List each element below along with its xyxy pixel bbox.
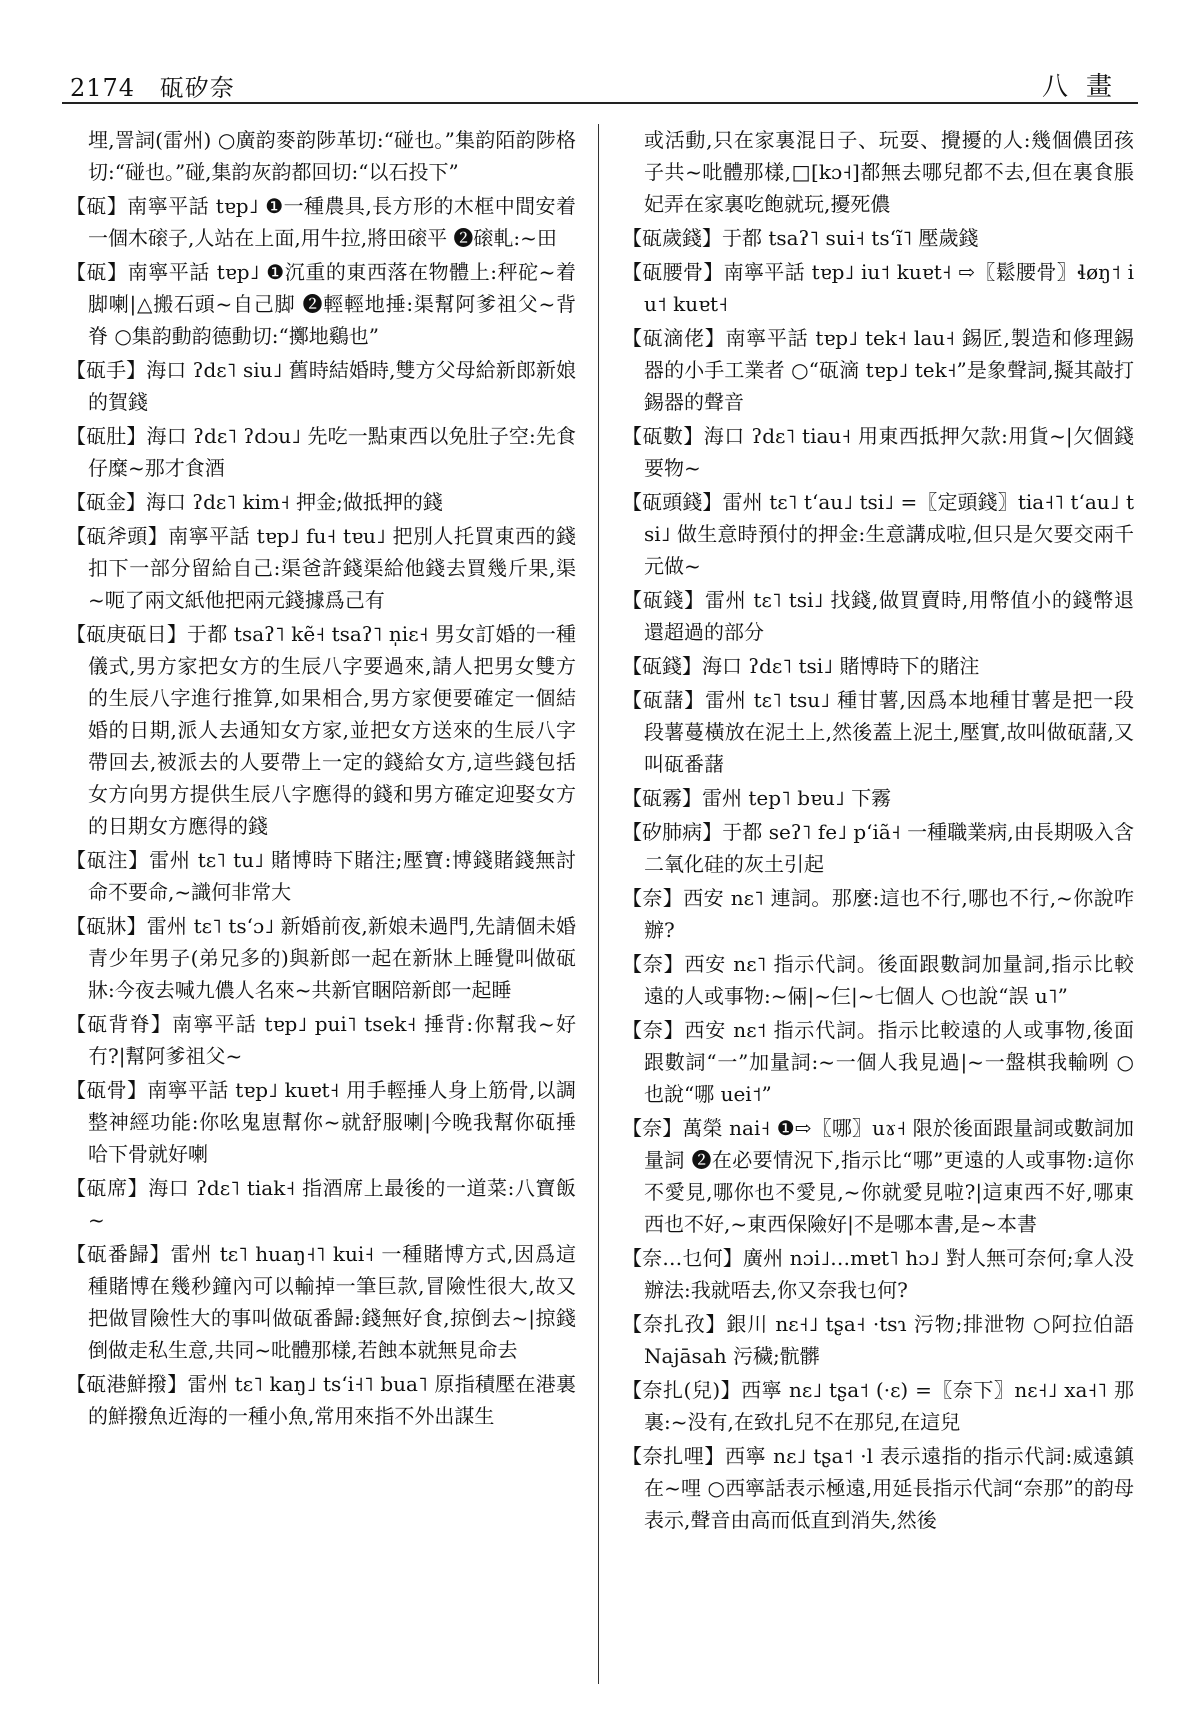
header-left <box>70 68 235 103</box>
dictionary-entry: 【砙滴佬】南寧平話 tɐp˩ tek˧ lau˧ 錫匠,製造和修理錫器的小手工業者 ○“砙滴 tɐp˩ tek˧”是象聲詞,擬其敲打錫器的聲音 <box>622 326 1134 414</box>
dictionary-entry: 【奈扎孜】銀川 nɛ˧˩ tʂa˧ ·tsɿ 污物;排泄物 ○阿拉伯語 Najāsah 污穢;骯髒 <box>622 1312 1134 1368</box>
dictionary-entry: 【砙牀】雷州 tɛ˥ tsʻɔ˩ 新婚前夜,新娘未過門,先請個未婚青少年男子(弟兄多的)與新郎一起在新牀上睡覺叫做砙牀:今夜去喊九儂人名來~共新官睏陪新郎一起睡 <box>66 914 576 1002</box>
columns <box>62 124 1138 1684</box>
dictionary-entry: 【砙藷】雷州 tɛ˥ tsu˩ 種甘薯,因爲本地種甘薯是把一段段薯蔓橫放在泥土上,然後蓋上泥土,壓實,故叫做砙藷,又叫砙番藷 <box>622 688 1134 776</box>
dictionary-page <box>62 54 1138 1694</box>
dictionary-entry: 【奈…乜何】廣州 nɔi˩…mɐt˥ hɔ˩ 對人無可奈何;拿人没辦法:我就唔去,你又奈我乜何? <box>622 1246 1134 1302</box>
dictionary-entry: 【奈】西安 nɛ˥ 連詞。那麼:這也不行,哪也不行,~你說咋辦? <box>622 886 1134 942</box>
dictionary-entry: 【奈】西安 nɛ˥ 指示代詞。後面跟數詞加量詞,指示比較遠的人或事物:~倆|~仨|~七個人 ○也說“誤 u˥” <box>622 952 1134 1008</box>
dictionary-entry: 【砙席】海口 ʔdɛ˥ tiak˧ 指酒席上最後的一道菜:八寶飯~ <box>66 1176 576 1232</box>
dictionary-entry: 【砙港鮮撥】雷州 tɛ˥ kaŋ˩ tsʻi˧˥ bua˥ 原指積壓在港裏的鮮撥魚近海的一種小魚,常用來指不外出謀生 <box>66 1372 576 1428</box>
page-header <box>62 54 1138 104</box>
dictionary-entry: 【砙骨】南寧平話 tɐp˩ kuɐt˧ 用手輕捶人身上筋骨,以調整神經功能:你吆鬼崽幫你~就舒服喇|今晚我幫你砙捶哈下骨就好喇 <box>66 1078 576 1166</box>
dictionary-entry: 【砙金】海口 ʔdɛ˥ kim˧ 押金;做抵押的錢 <box>66 490 443 514</box>
dictionary-entry: 埋,詈詞(雷州) ○廣韵麥韵陟革切:“碰也。”集韵陌韵陟格切:“碰也。”碰,集韵灰韵都回切:“以石投下” <box>88 128 576 184</box>
column-divider <box>598 124 599 1684</box>
dictionary-entry: 【砙霧】雷州 tep˥ bɐu˩ 下霧 <box>622 786 892 810</box>
dictionary-entry: 【砙斧頭】南寧平話 tɐp˩ fu˧ tɐu˩ 把別人托買東西的錢扣下一部分留給自己:渠爸許錢渠給他錢去買幾斤果,渠~呃了兩文紙他把兩元錢據爲己有 <box>66 524 576 612</box>
dictionary-entry: 【奈扎(兒)】西寧 nɛ˩ tʂa˦ (·ɛ) =〖奈下〗nɛ˧˩ xa˧˥ 那裏:~没有,在致扎兒不在那兒,在這兒 <box>622 1378 1134 1434</box>
right-column <box>622 124 1134 1538</box>
dictionary-entry: 【砙番歸】雷州 tɛ˥ huaŋ˧˥ kui˧ 一種賭博方式,因爲這種賭博在幾秒鐘內可以輸掉一筆巨款,冒險性很大,故又把做冒險性大的事叫做砙番歸:錢無好食,掠倒去~|掠錢倒做走私生意,共同~吡體那樣,若蝕本就無見命去 <box>66 1242 576 1362</box>
dictionary-entry: 【砙數】海口 ʔdɛ˥ tiau˧ 用東西抵押欠款:用貨~|欠個錢要物~ <box>622 424 1134 480</box>
dictionary-entry: 【砙手】海口 ʔdɛ˥ siu˩ 舊時結婚時,雙方父母給新郎新娘的賀錢 <box>66 358 576 414</box>
stroke-count-label: 八畫 <box>1041 72 1130 102</box>
dictionary-entry: 【砙背脊】南寧平話 tɐp˩ pui˥ tsek˧ 捶背:你幫我~好冇?|幫阿爹祖父~ <box>66 1012 576 1068</box>
dictionary-entry: 【奈扎哩】西寧 nɛ˩ tʂa˦ ·l 表示遠指的指示代詞:威遠鎮在~哩 ○西寧話表示極遠,用延長指示代詞“奈那”的韵母表示,聲音由高而低直到消失,然後 <box>622 1444 1134 1532</box>
dictionary-entry: 【奈】萬榮 nai˧ ❶⇨〖哪〗uɤ˧ 限於後面跟量詞或數詞加量詞 ❷在必要情況下,指示比“哪”更遠的人或事物:這你不愛見,哪你也不愛見,~你就愛見啦?|這東西不好,哪東西也不好,~東西保險好|不是哪本書,是~本書 <box>622 1116 1134 1236</box>
dictionary-entry: 【砙注】雷州 tɛ˥ tu˩ 賭博時下賭注;壓寶:博錢賭錢無討命不要命,~識何非常大 <box>66 848 576 904</box>
dictionary-entry: 【砙歲錢】于都 tsaʔ˥ sui˧ tsʻĩ˥ 壓歲錢 <box>622 226 979 250</box>
dictionary-entry: 【砙腰骨】南寧平話 tɐp˩ iu˦ kuɐt˧ ⇨〖鬆腰骨〗ɬøŋ˦ iu˦ kuɐt˧ <box>622 260 1134 316</box>
dictionary-entry: 或活動,只在家裏混日子、玩耍、攪擾的人:幾個儂囝孩子共~吡體那樣,□[kɔ˧]都無去哪兒都不去,但在裏食脹妃弄在家裏吃飽就玩,擾死儂 <box>644 128 1134 216</box>
dictionary-entry: 【砙錢】雷州 tɛ˥ tsi˩ 找錢,做買賣時,用幣值小的錢幣退還超過的部分 <box>622 588 1134 644</box>
dictionary-entry: 【砙錢】海口 ʔdɛ˥ tsi˩ 賭博時下的賭注 <box>622 654 980 678</box>
dictionary-entry: 【砙頭錢】雷州 tɛ˥ tʻau˩ tsi˩ =〖定頭錢〗tia˧˥ tʻau˩ tsi˩ 做生意時預付的押金:生意講成啦,但只是欠要交兩千元做~ <box>622 490 1134 578</box>
dictionary-entry: 【砙肚】海口 ʔdɛ˥ ʔdɔu˩ 先吃一點東西以免肚子空:先食仔糜~那才食酒 <box>66 424 576 480</box>
dictionary-entry: 【砙】南寧平話 tɐp˩ ❶一種農具,長方形的木框中間安着一個木磙子,人站在上面,用牛拉,將田磙平 ❷磙軋:~田 <box>66 194 576 250</box>
dictionary-entry: 【砙庚砙日】于都 tsaʔ˥ kẽ˧ tsaʔ˥ n̩iɛ˧ 男女訂婚的一種儀式,男方家把女方的生辰八字要過來,請人把男女雙方的生辰八字進行推算,如果相合,男方家便要確定一個結婚的日期,派人去通知女方家,並把女方送來的生辰八字帶回去,被派去的人要帶上一定的錢給女方,這些錢包括女方向男方提供生辰八字應得的錢和男方確定迎娶女方的日期女方應得的錢 <box>66 622 576 838</box>
dictionary-entry: 【砙】南寧平話 tɐp˩ ❶沉重的東西落在物體上:秤砣~着脚喇|△搬石頭~自己脚 ❷輕輕地捶:渠幫阿爹祖父~背脊 ○集韵動韵德動切:“擲地鷄也” <box>66 260 576 348</box>
section-characters: 砙矽奈 <box>159 74 235 102</box>
page-number: 2174 <box>70 74 136 102</box>
dictionary-entry: 【矽肺病】于都 seʔ˥ fe˩ pʻiã˧ 一種職業病,由長期吸入含二氧化硅的灰土引起 <box>622 820 1134 876</box>
dictionary-entry: 【奈】西安 nɛ˦ 指示代詞。指示比較遠的人或事物,後面跟數詞“一”加量詞:~一個人我見過|~一盤棋我輸咧 ○也說“哪 uei˦” <box>622 1018 1134 1106</box>
left-column <box>66 124 576 1434</box>
